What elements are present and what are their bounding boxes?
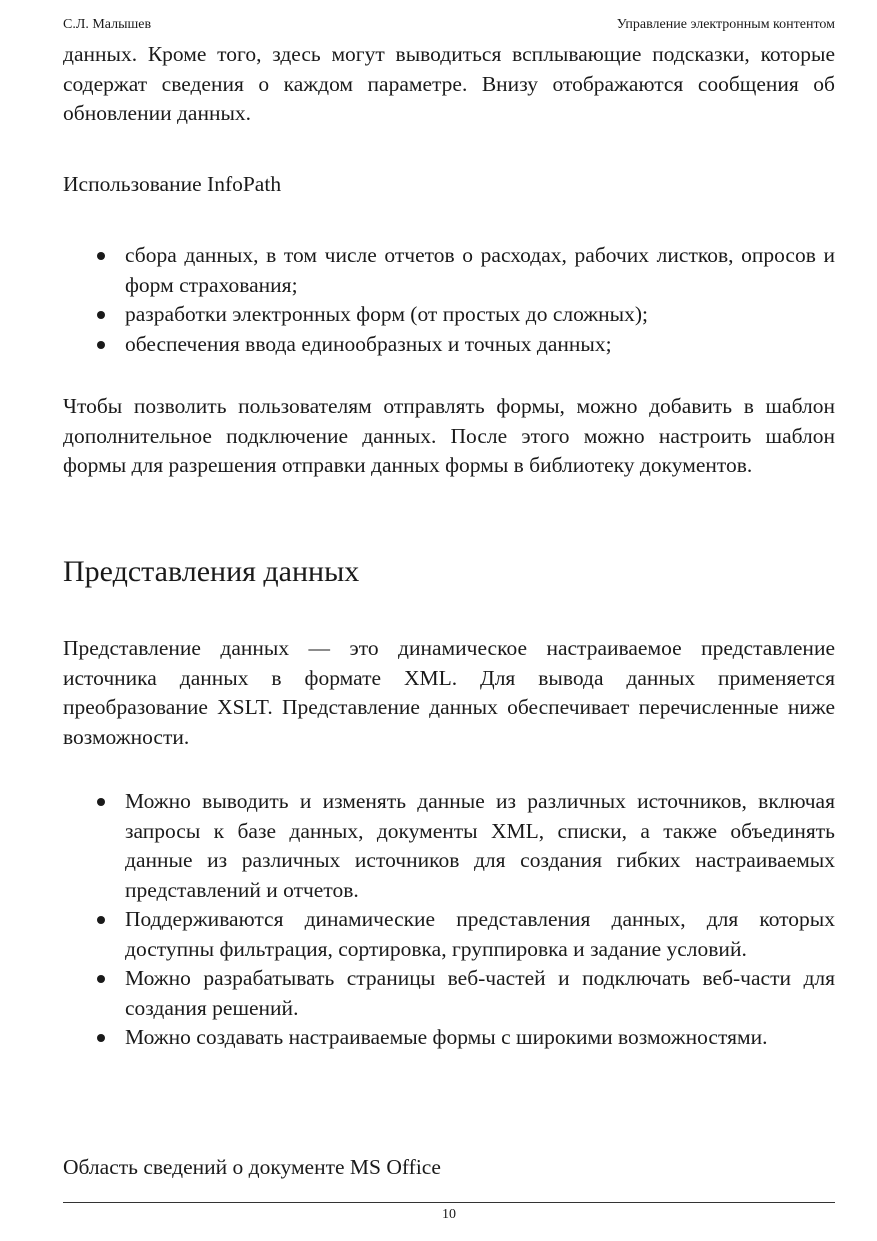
bullet-icon bbox=[97, 341, 105, 349]
list-item-text: обеспечения ввода единообразных и точных данных; bbox=[125, 331, 612, 356]
subheading-ms-office-document-info: Область сведений о документе MS Office bbox=[63, 1155, 441, 1179]
list-item bbox=[63, 1023, 835, 1053]
bullet-icon bbox=[97, 311, 105, 319]
document-page bbox=[63, 0, 835, 1241]
list-item-text: сбора данных, в том числе отчетов о расходах, рабочих листков, опросов и форм страхования; bbox=[125, 243, 835, 297]
section-heading-data-views: Представления данных bbox=[63, 555, 360, 588]
header-author: С.Л. Малышев bbox=[63, 17, 152, 32]
list-item-text: Можно создавать настраиваемые формы с широкими возможностями. bbox=[125, 1025, 768, 1049]
bullet-icon bbox=[97, 798, 105, 806]
list-item-text: Можно выводить и изменять данные из различных источников, включая запросы к базе данных, документы XML, списки, а также объединять данные из различных источников для создания гибких настраиваемых представлений и отчетов. bbox=[125, 789, 835, 902]
bullet-icon bbox=[97, 252, 105, 260]
bullet-icon bbox=[97, 916, 105, 924]
paragraph-continuation: данных. Кроме того, здесь могут выводиться всплывающие подсказки, которые содержат сведения о каждом параметре. Внизу отображаются сообщения об обновлении данных. bbox=[63, 42, 835, 125]
list-item bbox=[63, 241, 835, 300]
list-item bbox=[63, 330, 835, 360]
page-number: 10 bbox=[442, 1207, 456, 1222]
footer-divider bbox=[63, 1202, 835, 1203]
list-item-text: Поддерживаются динамические представления данных, для которых доступны фильтрация, сортировка, группировка и задание условий. bbox=[125, 907, 835, 961]
bullet-icon bbox=[97, 975, 105, 983]
list-item bbox=[63, 964, 835, 1023]
bullet-icon bbox=[97, 1034, 105, 1042]
subheading-infopath: Использование InfoPath bbox=[63, 172, 282, 196]
list-item bbox=[63, 905, 835, 964]
header-title: Управление электронным контентом bbox=[616, 17, 835, 32]
list-item-text: разработки электронных форм (от простых до сложных); bbox=[125, 302, 648, 326]
bullet-list-data-views bbox=[63, 787, 835, 1053]
list-item bbox=[63, 787, 835, 905]
paragraph-forms-submission: Чтобы позволить пользователям отправлять формы, можно добавить в шаблон дополнительное подключение данных. После этого можно настроить шаблон формы для разрешения отправки данных формы в библиотеку документов. bbox=[63, 394, 835, 477]
bullet-list-infopath bbox=[63, 241, 835, 359]
list-item-text: Можно разрабатывать страницы веб-частей и подключать веб-части для создания решений. bbox=[125, 966, 835, 1020]
list-item bbox=[63, 300, 835, 330]
paragraph-data-view-definition: Представление данных — это динамическое настраиваемое представление источника данных в формате XML. Для вывода данных применяется преобразование XSLT. Представление данных обеспечивает перечисленные ниже возможности. bbox=[63, 636, 835, 749]
